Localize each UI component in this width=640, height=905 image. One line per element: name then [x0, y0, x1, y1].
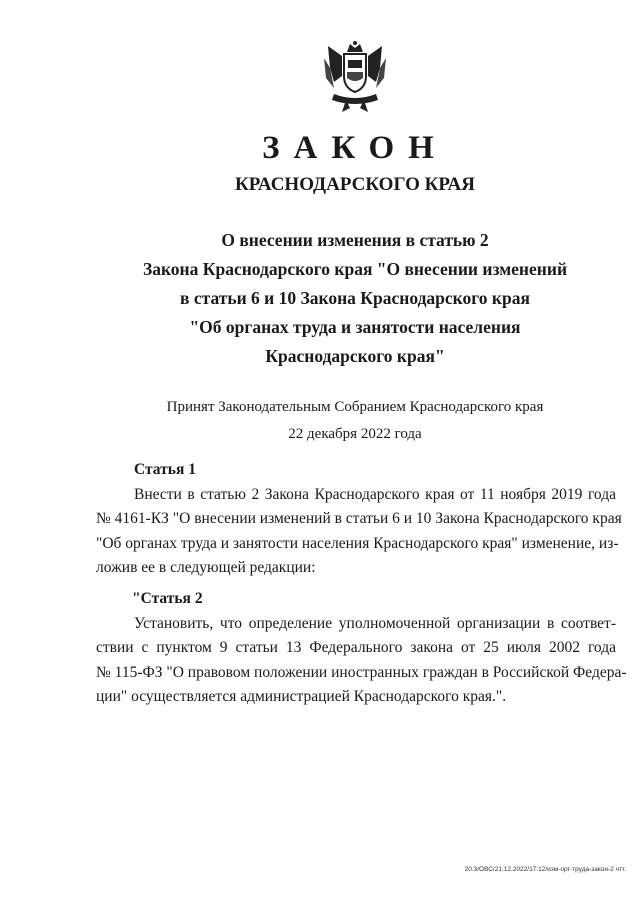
law-title: ЗАКОН	[262, 130, 448, 166]
article-2	[96, 587, 627, 710]
subject-line: в статьи 6 и 10 Закона Краснодарского края	[180, 288, 530, 308]
article-1-line: ложив ее в следующей редакции:	[96, 559, 316, 576]
article-1-line: "Об органах труда и занятости населения Краснодарского края" изменение, из-	[96, 534, 619, 552]
article-1	[96, 458, 622, 581]
article-1-heading: Статья 1	[134, 461, 196, 478]
article-1-line: № 4161-КЗ "О внесении изменений в статьи 6 и 10 Закона Краснодарского края	[96, 510, 622, 527]
article-2-line: № 115-ФЗ "О правовом положении иностранных граждан в Российской Федера-	[96, 663, 627, 681]
coat-of-arms-emblem	[320, 38, 390, 114]
subject-line: О внесении изменения в статью 2	[221, 230, 489, 250]
article-2-line: ствии с пунктом 9 статьи 13 Федерального закона от 25 июля 2002 года	[96, 639, 616, 656]
subject-line: "Об органах труда и занятости населения	[189, 317, 521, 337]
adoption-date: 22 декабря 2022 года	[288, 426, 422, 442]
article-1-line: Внести в статью 2 Закона Краснодарского края от 11 ноября 2019 года	[134, 485, 616, 503]
subject-line: Закона Краснодарского края "О внесении изменений	[142, 259, 568, 279]
adoption-body: Принят Законодательным Собранием Краснодарского края	[166, 399, 544, 415]
article-2-line: ции" осуществляется администрацией Краснодарского края.".	[96, 688, 507, 705]
article-2-line: Установить, что определение уполномоченной организации в соответ-	[134, 614, 616, 632]
subject-line: Краснодарского края"	[265, 346, 445, 366]
law-subject	[0, 226, 640, 371]
adoption-note	[0, 394, 640, 448]
article-2-heading: "Статья 2	[132, 590, 203, 607]
document-code: 20.3/ОВС/21.12.2022/17:12/изм-орг-труда-закон-2 чтт.	[464, 866, 626, 873]
region-name: КРАСНОДАРСКОГО КРАЯ	[234, 174, 476, 195]
